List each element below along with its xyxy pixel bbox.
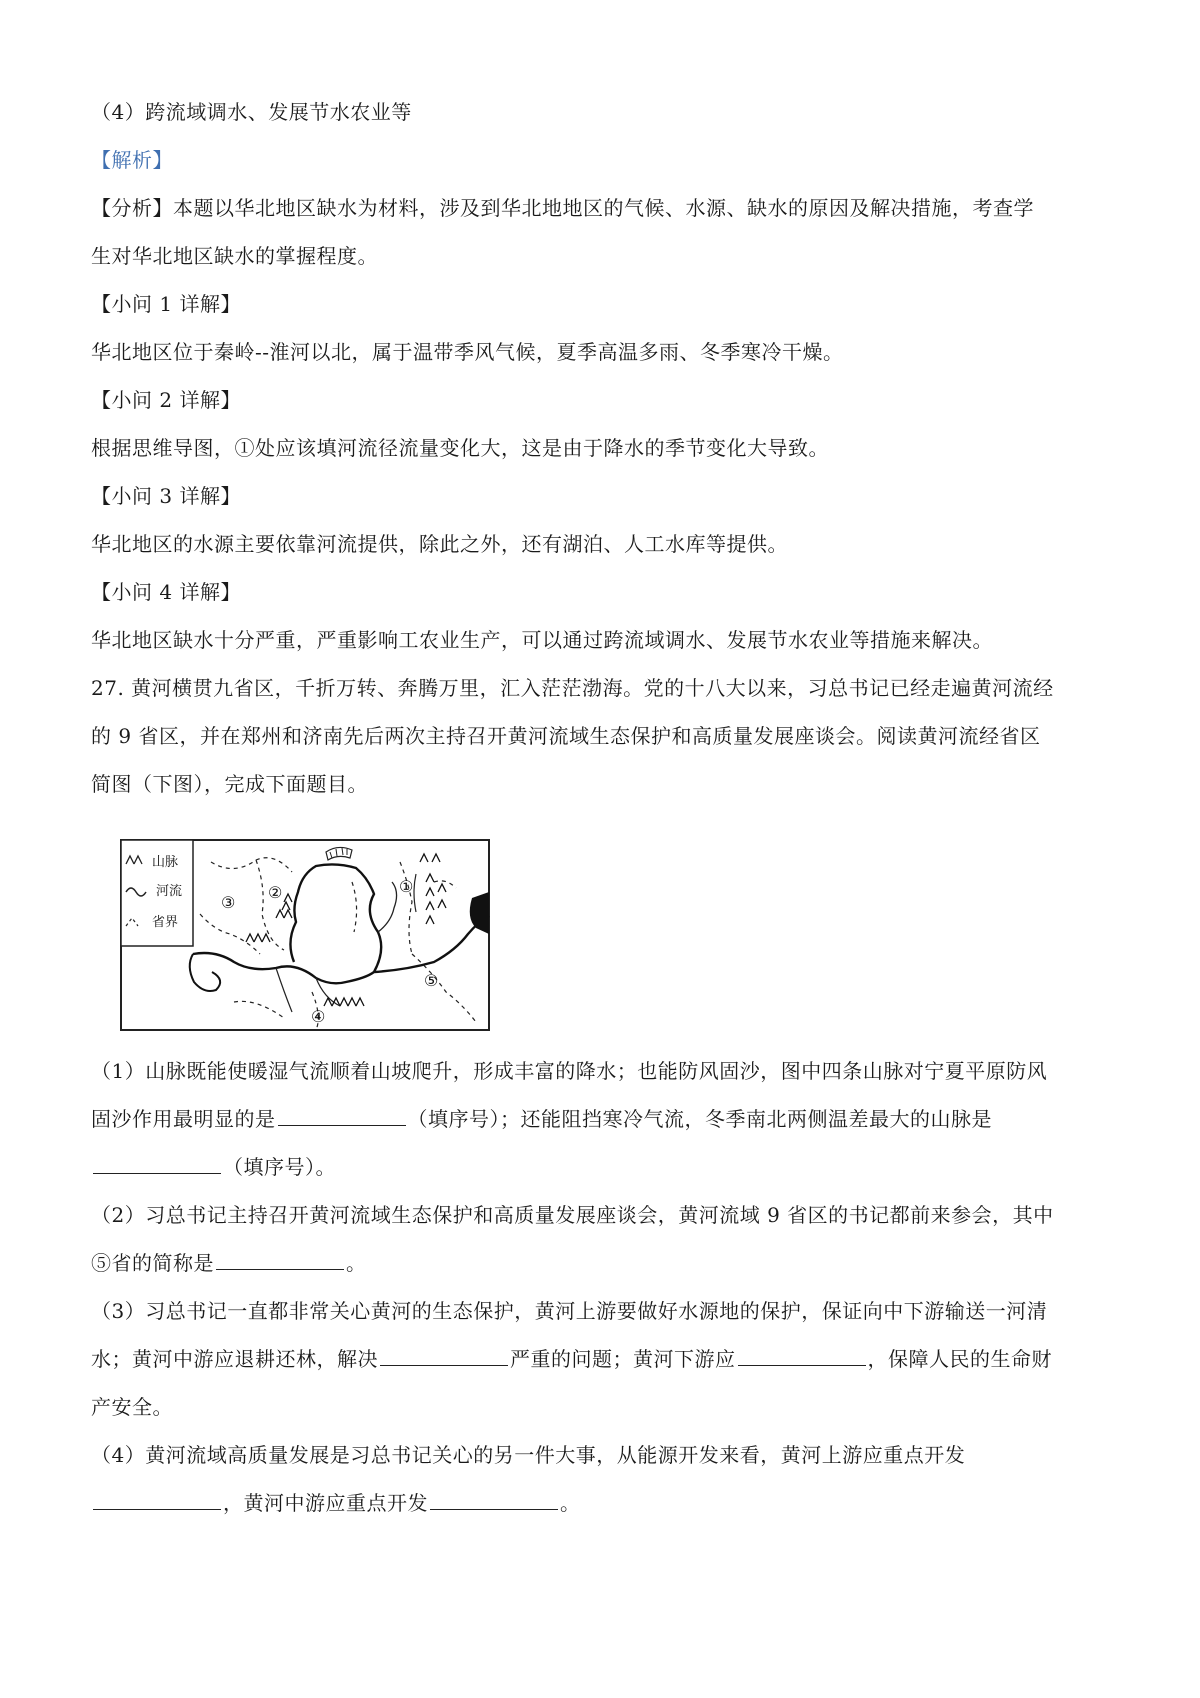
analysis-line-2: 生对华北地区缺水的掌握程度。 [91,244,378,268]
answer-blank[interactable] [738,1347,866,1366]
yellow-river-map [116,822,516,1037]
detail-3-heading: 【小问 3 详解】 [91,484,241,508]
sub3-line-2-part-c: ，保障人民的生命财 [867,1347,1052,1371]
sub4-line-2 [91,1479,1113,1527]
detail-4-heading: 【小问 4 详解】 [91,580,241,604]
detail-1-heading: 【小问 1 详解】 [91,292,241,316]
detail-1-text: 华北地区位于秦岭--淮河以北，属于温带季风气候，夏季高温多雨、冬季寒冷干燥。 [91,340,844,364]
answer-blank[interactable] [430,1491,558,1510]
legend-border-label: 省界 [152,915,179,930]
answer-blank[interactable] [93,1155,221,1174]
sub4-line-2-part-b: ，黄河中游应重点开发 [223,1491,428,1515]
detail-4-text: 华北地区缺水十分严重，严重影响工农业生产，可以通过跨流域调水、发展节水农业等措施来解决。 [91,628,993,652]
question-27-line-1: 27. 黄河横贯九省区，千折万转、奔腾万里，汇入茫茫渤海。党的十八大以来，习总书记已经走遍黄河流经 [91,676,1054,700]
sub1-line-2 [91,1095,1113,1143]
document-page [91,88,1113,1527]
question-27-line-3: 简图（下图），完成下面题目。 [91,772,368,796]
sub1-line-3-part-b: （填序号）。 [223,1155,336,1179]
sub2-line-1: （2）习总书记主持召开黄河流域生态保护和高质量发展座谈会，黄河流域 9 省区的书记都前来参会，其中 [91,1203,1054,1227]
answer-blank[interactable] [216,1251,344,1270]
sub2-line-2-part-b: 。 [346,1251,367,1275]
analysis-line-1: 【分析】本题以华北地区缺水为材料，涉及到华北地地区的气候、水源、缺水的原因及解决措施，考查学 [91,196,1034,220]
question-27-line-2: 的 9 省区，并在郑州和济南先后两次主持召开黄河流域生态保护和高质量发展座谈会。阅读黄河流经省区 [91,724,1041,748]
sub2-line-2-part-a: ⑤省的简称是 [91,1251,214,1275]
detail-3-text: 华北地区的水源主要依靠河流提供，除此之外，还有湖泊、人工水库等提供。 [91,532,788,556]
sub1-line-1: （1）山脉既能使暖湿气流顺着山坡爬升，形成丰富的降水；也能防风固沙，图中四条山脉对宁夏平原防风 [91,1059,1048,1083]
sub3-line-1: （3）习总书记一直都非常关心黄河的生态保护，黄河上游要做好水源地的保护，保证向中下游输送一河清 [91,1299,1048,1323]
answer-blank[interactable] [380,1347,508,1366]
sub3-line-2-part-b: 严重的问题；黄河下游应 [510,1347,736,1371]
jiexi-heading: 【解析】 [91,148,173,172]
sub4-line-1: （4）黄河流域高质量发展是习总书记关心的另一件大事，从能源开发来看，黄河上游应重点开发 [91,1443,966,1467]
sub4-line-2-part-c: 。 [560,1491,581,1515]
sub2-line-2 [91,1239,1113,1287]
legend-river-label: 河流 [156,884,183,899]
sub3-line-3: 产安全。 [91,1395,173,1419]
sub3-line-2 [91,1335,1113,1383]
marker-2: ② [268,883,283,902]
legend-mountain-label: 山脉 [152,855,179,870]
sub1-line-3 [91,1143,1113,1191]
marker-4: ④ [311,1007,326,1026]
sub3-line-2-part-a: 水；黄河中游应退耕还林，解决 [91,1347,378,1371]
answer-blank[interactable] [93,1491,221,1510]
marker-3: ③ [221,893,236,912]
marker-1: ① [399,877,414,896]
marker-5: ⑤ [424,971,439,990]
sub1-line-2-part-a: 固沙作用最明显的是 [91,1107,276,1131]
detail-2-heading: 【小问 2 详解】 [91,388,241,412]
sub1-line-2-part-b: （填序号）；还能阻挡寒冷气流，冬季南北两侧温差最大的山脉是 [407,1107,992,1131]
answer-4: （4）跨流域调水、发展节水农业等 [91,100,412,124]
answer-blank[interactable] [278,1107,406,1126]
detail-2-text: 根据思维导图，①处应该填河流径流量变化大，这是由于降水的季节变化大导致。 [91,436,829,460]
